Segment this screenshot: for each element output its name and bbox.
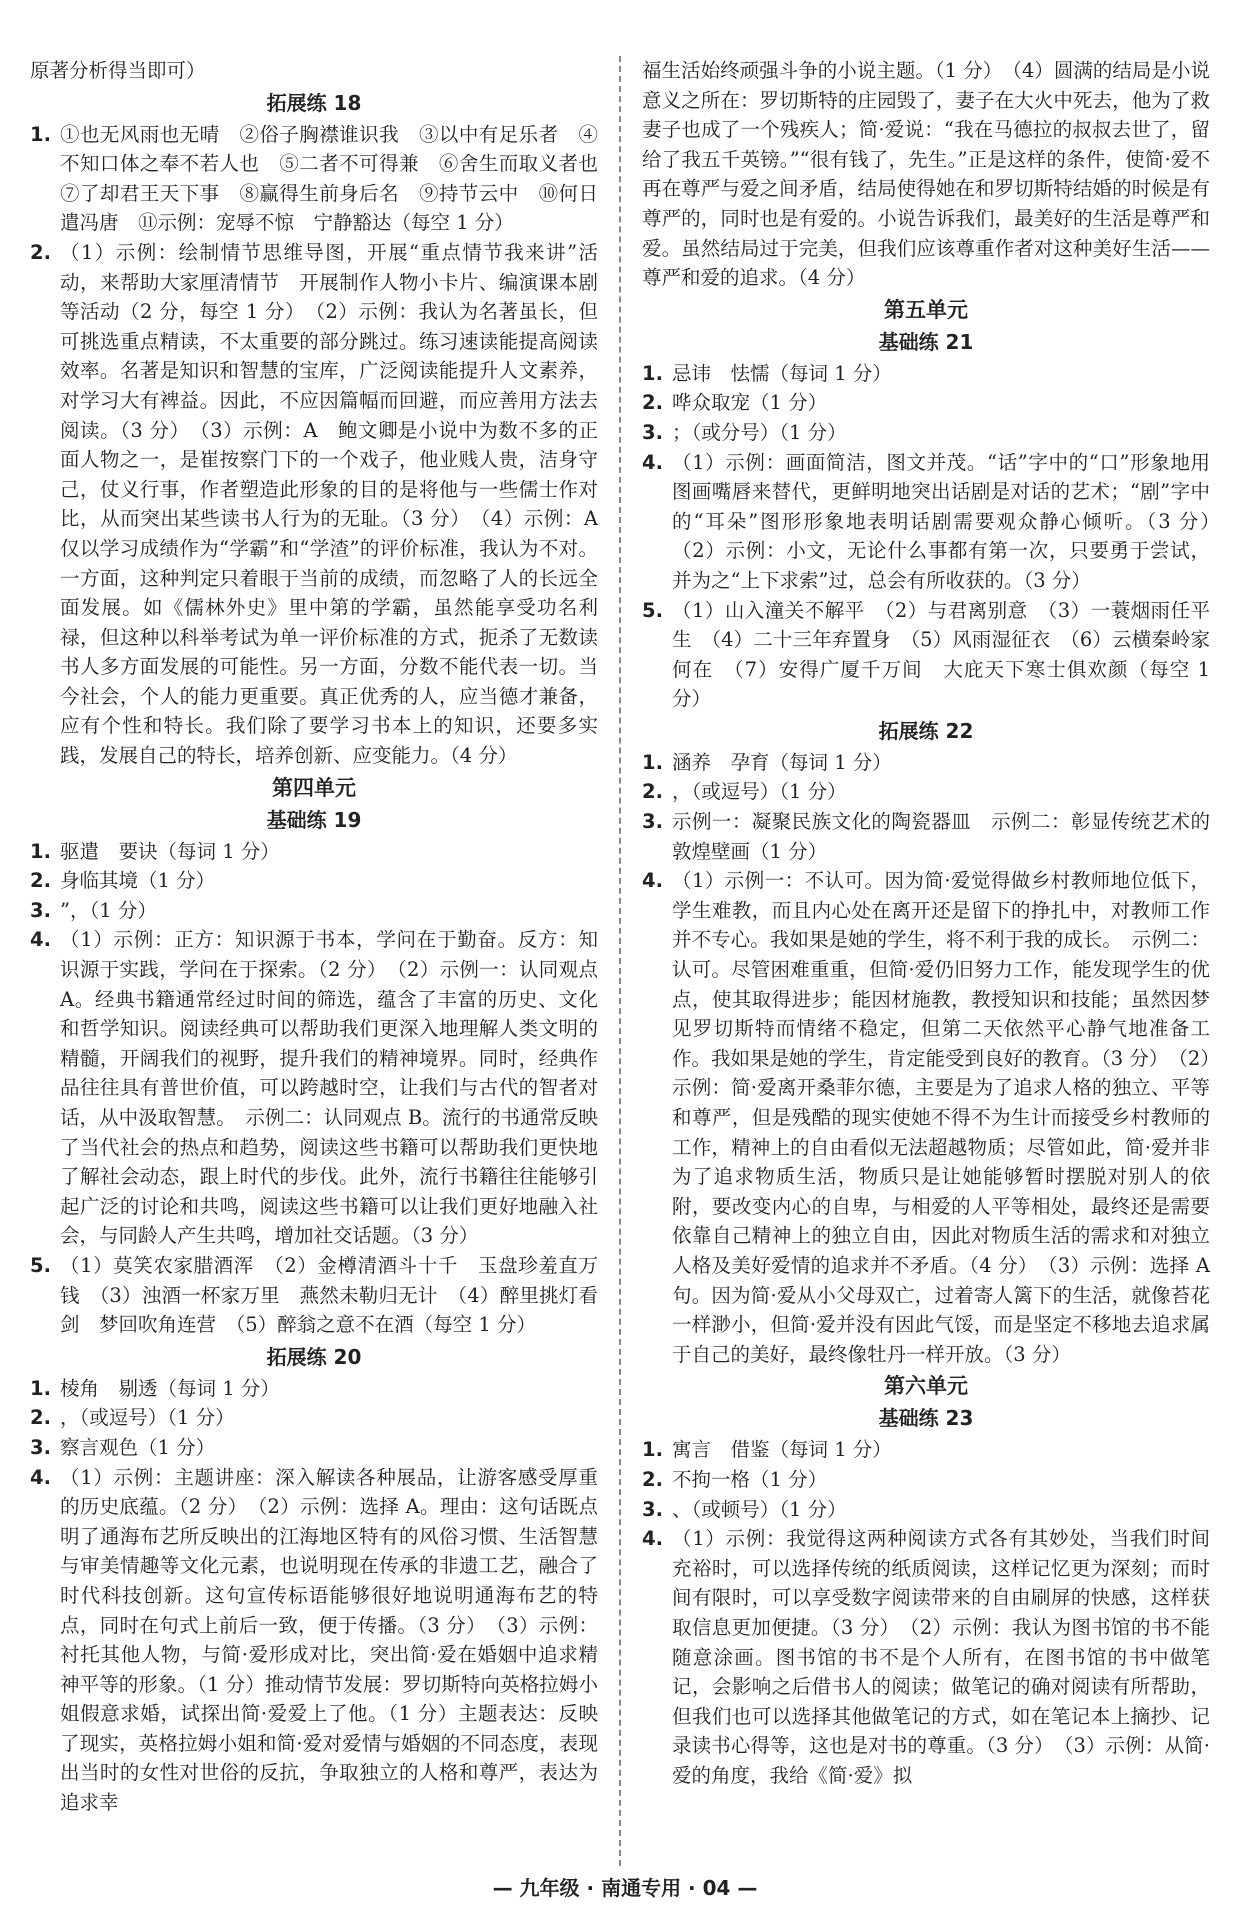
list-item: 3. 示例一：凝聚民族文化的陶瓷器皿 示例二：彰显传统艺术的敦煌壁画（1 分） bbox=[642, 810, 1210, 863]
column-divider bbox=[619, 56, 621, 1866]
unit-title-4: 第四单元 bbox=[272, 775, 356, 800]
list-item: 1. 忌讳 怯懦（每词 1 分） bbox=[642, 361, 892, 385]
list-item: 2. （1）示例：绘制情节思维导图，开展“重点情节我来讲”活动，来帮助大家厘清情节 开展制作人物小卡片、编演课本剧等活动（2 分，每空 1 分） （2）示例：我认为名著虽长，但可挑选重点精读，不太重要的部分跳过。练习速读能提高阅读效率。名著是知识和智慧的宝库，广泛阅读能提升人文素养，对学习大有裨益。因此，不应因篇幅而回避，而应善用方法去阅读。（3 分） （3）示例：A 鲍文卿是小说中为数不多的正面人物之一，是崔按察门下的一个戏子，他业贱人贵，洁身守己，仗义行事，作者塑造此形象的目的是将他与一些儒士作对比，从而突出某些读书人行为的无耻。（3 分） （4）示例：A 仅以学习成绩作为“学霸”和“学渣”的评价标准，我认为不对。一方面，这种判定只着眼于当前的成绩，而忽略了人的长远全面发展。如《儒林外史》里中第的学霸，虽然能享受功名利禄，但这种以科举考试为单一评价标准的方式，扼杀了无数读书人多方面发展的可能性。另一方面，分数不能代表一切。当今社会，个人的能力更重要。真正优秀的人，应当德才兼备，应有个性和特长。我们除了要学习书本上的知识，还要多实践，发展自己的特长，培养创新、应变能力。（4 分） bbox=[30, 240, 618, 768]
right-column bbox=[642, 56, 1230, 1790]
unit-title-6: 第六单元 bbox=[884, 1374, 968, 1399]
unit-title-5: 第五单元 bbox=[884, 297, 968, 322]
list-item: 5. （1）莫笑农家腊酒浑 （2）金樽清酒斗十千 玉盘珍羞直万钱 （3）浊酒一杯家万里 燕然未勒归无计 （4）醉里挑灯看剑 梦回吹角连营 （5）醉翁之意不在酒（每空 1 分） bbox=[30, 1253, 598, 1337]
list-item: 3. 、（或顿号）（1 分） bbox=[642, 1497, 847, 1521]
list-item: 4. （1）示例：主题讲座：深入解读各种展品，让游客感受厚重的历史底蕴。（2 分） （2）示例：选择 A。理由：这句话既点明了通海布艺所反映出的江海地区特有的风俗习惯、生活智慧与审美情趣等文化元素，也说明现在传承的非遗工艺，融合了时代科技创新。这句宣传标语能够很好地说明通海布艺的特点，同时在句式上前后一致，便于传播。（3 分） （3）示例：衬托其他人物，与简·爱形成对比，突出简·爱在婚姻中追求精神平等的形象。（1 分）推动情节发展：罗切斯特向英格拉姆小姐假意求婚，试探出简·爱爱上了他。（1 分）主题表达：反映了现实，英格拉姆小姐和简·爱对爱情与婚姻的不同态度，表现出当时的女性对世俗的反抗，争取独立的人格和尊严，表达为追求幸 bbox=[30, 1465, 598, 1815]
list-item: 4. （1）示例：我觉得这两种阅读方式各有其妙处，当我们时间充裕时，可以选择传统的纸质阅读，这样记忆更为深刻；而时间有限时，可以享受数字阅读带来的自由刷屏的快感，这样获取信息更加便捷。（3 分） （2）示例：我认为图书馆的书不能随意涂画。图书馆的书不是个人所有，在图书馆的书中做笔记，会影响之后借书人的阅读；做笔记的确对阅读有所帮助，但我们也可以选择其他做笔记的方式，如在笔记本上摘抄、记录读书心得等，这也是对书的尊重。（3 分） （3）示例：从简·爱的角度，我给《简·爱》拟 bbox=[642, 1527, 1210, 1787]
list-item: 4. （1）示例：画面简洁，图文并茂。“话”字中的“口”形象地用图画嘴唇来替代，更鲜明地突出话剧是对话的艺术；“剧”字中的“耳朵”图形形象地表明话剧需要观众静心倾听。（3 分） （2）示例：小文，无论什么事都有第一次，只要勇于尝试，并为之“上下求索”过，总会有所收获的。（3 分） bbox=[642, 450, 1230, 592]
page-footer: — 九年级 · 南通专用 · 04 — bbox=[492, 1876, 758, 1900]
list-item: 2. 哗众取宠（1 分） bbox=[642, 391, 828, 415]
list-item: 2. ，（或逗号）（1 分） bbox=[30, 1406, 235, 1430]
list-item: 1. 棱角 剔透（每词 1 分） bbox=[30, 1376, 280, 1400]
section-title-19: 基础练 19 bbox=[266, 807, 362, 832]
list-item: 3. ”，（1 分） bbox=[30, 898, 157, 922]
answer-page bbox=[30, 56, 1230, 1856]
section-title-22: 拓展练 22 bbox=[878, 718, 974, 743]
list-item: 2. 不拘一格（1 分） bbox=[642, 1467, 828, 1491]
list-item: 1. 寓言 借鉴（每词 1 分） bbox=[642, 1438, 892, 1462]
list-item: 5. （1）山入潼关不解平 （2）与君离别意 （3）一蓑烟雨任平生 （4）二十三年弃置身 （5）风雨湿征衣 （6）云横秦岭家何在 （7）安得广厦千万间 大庇天下寒士俱欢颜（每空 1 分） bbox=[642, 598, 1210, 711]
section-title-23: 基础练 23 bbox=[878, 1406, 974, 1431]
list-item: 3. ；（或分号）（1 分） bbox=[642, 420, 847, 444]
list-item: 4. （1）示例一：不认可。因为简·爱觉得做乡村教师地位低下，学生难教，而且内心处在离开还是留下的挣扎中，对教师工作并不专心。我如果是她的学生，将不利于我的成长。 示例二：认可。尽管困难重重，但简·爱仍旧努力工作，能发现学生的优点，使其取得进步；能因材施教，教授知识和技能；虽然因梦见罗切斯特而情绪不稳定，但第二天依然平心静气地准备工作。我如果是她的学生，肯定能受到良好的教育。（3 分） （2）示例：简·爱离开桑菲尔德，主要是为了追求人格的独立、平等和尊严，但是残酷的现实使她不得不为生计而接受乡村教师的工作，精神上的自由看似无法超越物质；尽管如此，简·爱并非为了追求物质生活，物质只是让她能够暂时摆脱对别人的依附，要改变内心的自卑，与相爱的人平等相处，最终还是需要依靠自己精神上的独立自由，因此对物质生活的需求和对独立人格及美好爱情的追求并不矛盾。（4 分） （3）示例：选择 A 句。因为简·爱从小父母双亡，过着寄人篱下的生活，就像苔花一样渺小，但简·爱并没有因此气馁，而是坚定不移地去追求属于自己的美好，最终像牡丹一样开放。（3 分） bbox=[642, 869, 1211, 1366]
list-item: 1. ①也无风雨也无晴 ②俗子胸襟谁识我 ③以中有足乐者 ④不知口体之奉不若人也 ⑤二者不可得兼 ⑥舍生而取义者也 ⑦了却君王天下事 ⑧赢得生前身后名 ⑨持节云中 ⑩何日遣冯唐 ⑪示例：宠辱不惊 宁静豁达（每空 1 分） bbox=[30, 122, 618, 235]
list-item: 1. 驱遣 要诀（每词 1 分） bbox=[30, 839, 280, 863]
left-intro-text: 原著分析得当即可） bbox=[30, 59, 206, 82]
right-intro-text: 福生活始终顽强斗争的小说主题。（1 分） （4）圆满的结局是小说意义之所在：罗切斯特的庄园毁了，妻子在大火中死去，他为了救妻子也成了一个残疾人；简·爱说：“我在马德拉的叔叔去世了，留给了我五千英镑。”“很有钱了，先生。”正是这样的条件，使简·爱不再在尊严与爱之间矛盾，结局使得她在和罗切斯特结婚的时候是有尊严的，同时也是有爱的。小说告诉我们，最美好的生活是尊严和爱。虽然结局过于完美，但我们应该尊重作者对这种美好生活——尊严和爱的追求。（4 分） bbox=[642, 59, 1210, 290]
list-item: 3. 察言观色（1 分） bbox=[30, 1435, 216, 1459]
section-title-21: 基础练 21 bbox=[878, 329, 974, 354]
list-item: 1. 涵养 孕育（每词 1 分） bbox=[642, 750, 892, 774]
list-item: 2. ，（或逗号）（1 分） bbox=[642, 780, 847, 804]
section-title-20: 拓展练 20 bbox=[266, 1344, 362, 1369]
list-item: 4. （1）示例：正方：知识源于书本，学问在于勤奋。反方：知识源于实践，学问在于探索。（2 分） （2）示例一：认同观点 A。经典书籍通常经过时间的筛选，蕴含了丰富的历史、文化和哲学知识。阅读经典可以帮助我们更深入地理解人类文明的精髓，开阔我们的视野，提升我们的精神境界。同时，经典作品往往具有普世价值，可以跨越时空，让我们与古代的智者对话，从中汲取智慧。 示例二：认同观点 B。流行的书通常反映了当代社会的热点和趋势，阅读这些书籍可以帮助我们更快地了解社会动态，跟上时代的步伐。此外，流行书籍往往能够引起广泛的讨论和共鸣，阅读这些书籍可以让我们更好地融入社会，与同龄人产生共鸣，增加社交话题。（3 分） bbox=[30, 928, 598, 1248]
left-column bbox=[30, 56, 618, 1818]
section-title-18: 拓展练 18 bbox=[266, 90, 362, 115]
list-item: 2. 身临其境（1 分） bbox=[30, 869, 216, 893]
